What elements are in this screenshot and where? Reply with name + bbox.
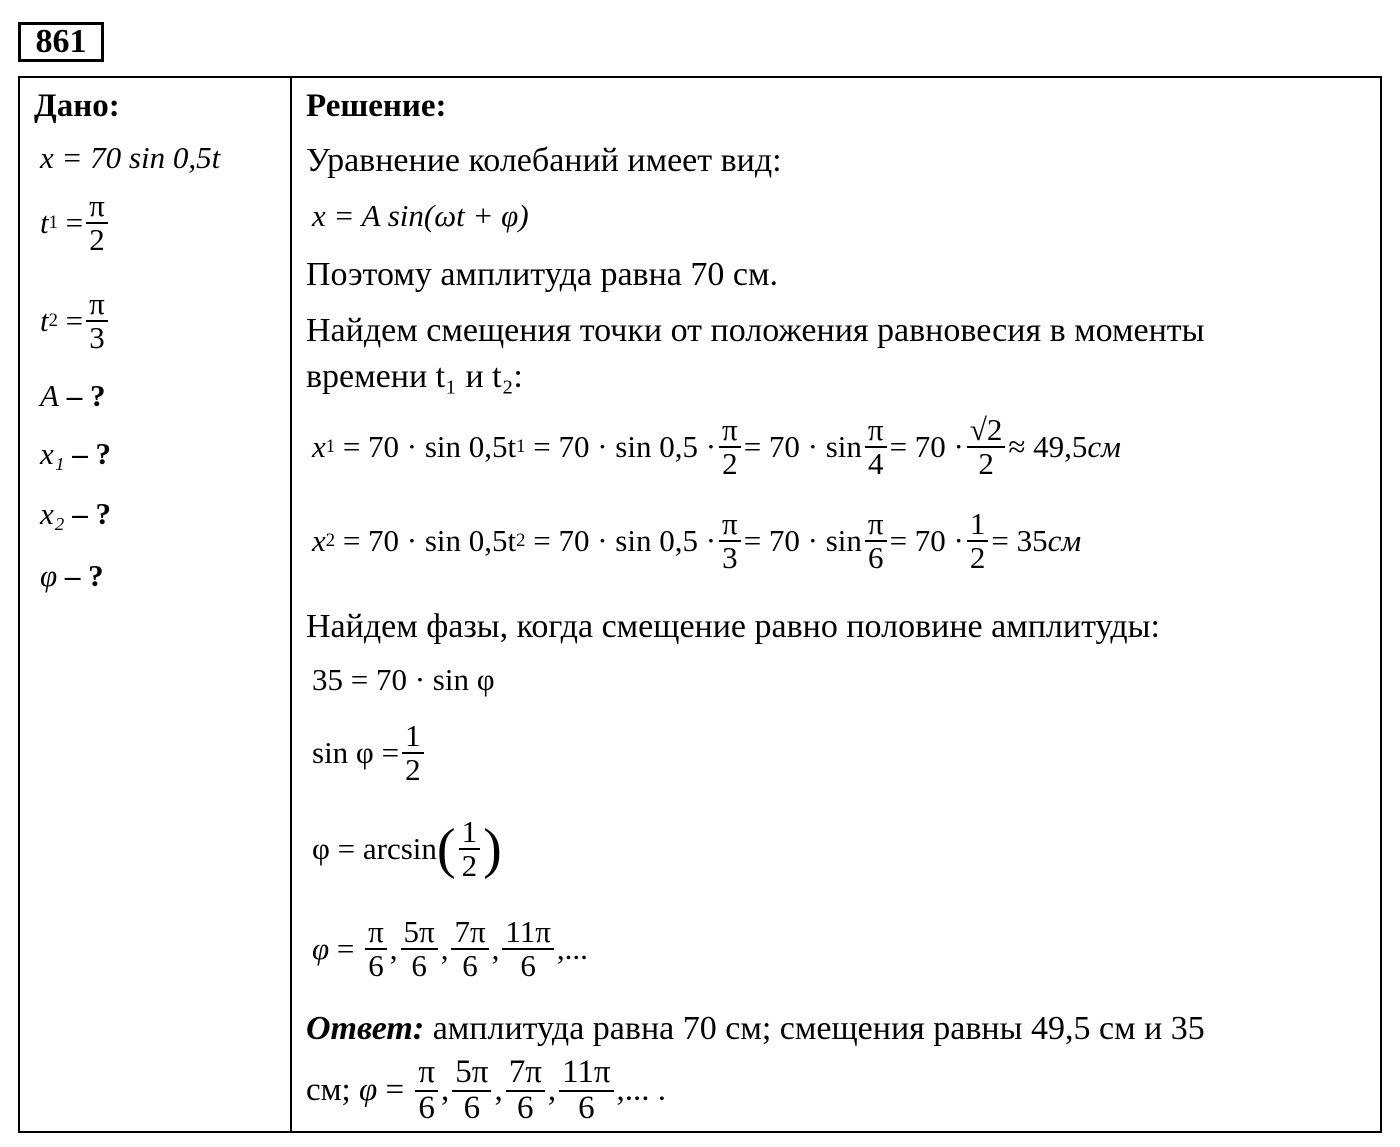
x1-f1-num: π [719,414,741,448]
given-equation [40,140,220,176]
unknown-mark: – ? [72,496,112,531]
t1-sub: 1 [48,211,58,233]
x1-frac-1 [719,414,741,479]
unknown-phi [40,558,104,594]
phase-3-num: 7π [451,916,488,950]
x2-f2-den: 6 [868,539,884,575]
phases-equation: φ = $\frac{\pi}{6}$ , $\frac{5\pi}{6}$ , $\frac{7\pi}{6}$ , $\frac{11\pi}{6}$ ,... [312,914,588,983]
unknown-mark: – ? [64,558,104,593]
unknown-mark: – ? [66,378,106,413]
t2-num: π [86,288,108,322]
t2-symbol: t [40,302,49,338]
t2-fraction [86,288,108,353]
answer-text: амплитуда равна 70 см; смещения равны 49,5 см и 35 [432,1010,1205,1047]
given-t1: t 1 = $\frac{\pi}{2}$ [40,190,111,255]
x1-part-3: = 70 · sin [743,428,862,464]
x2-f1-den: 3 [722,539,738,575]
answer-phase-2 [452,1056,491,1125]
unknown-mark: – ? [72,436,112,471]
answer-phase-3-den: 6 [517,1089,534,1126]
sin-phi-fraction [402,720,424,785]
answer-phase-3-num: 7π [506,1056,545,1092]
right-paren: ) [483,817,502,880]
arcsin-half-den: 2 [461,847,478,883]
solution-line-1: Уравнение колебаний имеет вид: [306,142,782,179]
unknown-A-symbol: A [40,378,59,413]
answer-text-2: см; [306,1072,351,1109]
phase-2 [401,916,438,981]
x2-sub: 2 [325,529,336,551]
x1-f1-den: 2 [722,445,738,481]
unknown-x1-symbol: x₁ [40,436,65,471]
arcsin-fraction [459,816,481,881]
unknown-x1 [40,436,111,472]
eq-arcsin-text: φ = arcsin [312,830,437,866]
solution-table [18,76,1382,1133]
x2-part-3: = 70 · sin [743,522,862,558]
x1-f3-den: 2 [978,445,994,481]
x2-unit: см [1047,522,1082,558]
eq-arcsin [312,816,502,881]
given-heading: Дано: [34,88,120,124]
phase-4-den: 6 [520,947,536,983]
x1-frac-2 [865,414,887,479]
solution-heading: Решение: [306,88,447,124]
t1-symbol: t [40,204,49,240]
x2-frac-1 [719,508,741,573]
answer-phase-2-num: 5π [452,1056,491,1092]
sin-half-den: 2 [405,751,421,787]
t2-sub: 2 [48,309,58,331]
solution-line-4: Найдем фазы, когда смещение равно половине амплитуды: [306,608,1160,645]
eq-35 [312,662,495,698]
x1-t-sub: 1 [516,435,526,457]
x1-part-1: = 70 · sin 0,5t [342,428,517,464]
x2-part-2: = 70 · sin 0,5 · [533,522,717,558]
answer-line-1 [306,1010,1205,1048]
phase-2-num: 5π [401,916,438,950]
unknown-x2 [40,496,111,532]
eq-sin-phi [312,720,427,785]
solution-line-3a: Найдем смещения точки от положения равновесия в моменты [306,312,1205,349]
arcsin-half-num: 1 [459,816,481,850]
x1-part-5: ≈ 49,5 [1008,428,1088,464]
x1-f2-den: 4 [868,445,884,481]
x2-part-1: = 70 · sin 0,5t [342,522,517,558]
answer-label: Ответ: [306,1010,425,1047]
x2-symbol: x [312,522,326,558]
t2-den: 3 [89,319,105,355]
x2-f3-num: 1 [967,508,989,542]
answer-phase-1-num: π [415,1056,438,1092]
x2-equation [312,508,1081,573]
x2-f1-num: π [719,508,741,542]
x2-part-5: = 35 [991,522,1048,558]
t1-num: π [86,190,108,224]
unknown-phi-symbol: φ [40,558,58,593]
x1-unit: см [1087,428,1121,464]
given-t2: t 2 = $\frac{\pi}{3}$ [40,288,111,353]
answer-phase-3 [506,1056,545,1125]
unknown-x2-symbol: x₂ [40,496,65,531]
phi-symbol: φ [312,930,330,966]
given-eq-text: x = 70 sin 0,5t [40,140,221,175]
x2-part-4: = 70 · [889,522,964,558]
general-equation [312,198,529,234]
unknown-A [40,378,105,414]
answer-phase-4 [559,1056,613,1125]
solution-line-2: Поэтому амплитуда равна 70 см. [306,256,778,293]
answer-phase-1 [415,1056,438,1125]
problem-number: 861 [18,22,104,62]
sin-half-num: 1 [402,720,424,754]
eq-sin-text: sin φ = [312,734,400,770]
x1-f3-num: √2 [967,414,1006,448]
eq-35-text: 35 = 70 · sin φ [312,662,495,697]
t1-den: 2 [89,221,105,257]
phase-4-num: 11π [502,916,554,950]
x1-symbol: x [312,428,326,464]
general-eq-text: x = A sin(ωt + φ) [312,198,529,233]
x2-frac-3 [967,508,989,573]
t1-fraction [86,190,108,255]
phase-4 [502,916,554,981]
x2-t-sub: 2 [516,529,526,551]
x1-part-2: = 70 · sin 0,5 · [533,428,717,464]
x2-f2-num: π [865,508,887,542]
x2-f3-den: 2 [969,539,986,575]
answer-line-2: см; φ = $\frac{\pi}{6}$ , $\frac{5\pi}{6}$ , $\frac{7\pi}{6}$ , $\frac{11\pi}{6}$ ,... . [306,1054,667,1126]
x1-f2-num: π [865,414,887,448]
solution-line-3b: времени t₁ и t₂: [306,358,523,395]
x2-frac-2 [865,508,887,573]
column-divider [290,78,292,1131]
answer-phase-2-den: 6 [463,1089,481,1126]
left-paren: ( [436,817,456,880]
answer-phase-4-num: 11π [559,1056,613,1092]
phase-3 [451,916,488,981]
x1-equation [312,414,1121,479]
x1-sub: 1 [325,435,336,457]
phase-1 [365,916,387,981]
phase-1-num: π [365,916,387,950]
phase-1-den: 6 [368,947,384,983]
answer-phase-4-den: 6 [578,1089,595,1126]
x1-part-4: = 70 · [889,428,964,464]
phase-2-den: 6 [411,947,427,983]
x1-frac-3 [967,414,1006,479]
phase-3-den: 6 [462,947,478,983]
answer-phi-symbol: φ [358,1072,378,1109]
answer-phase-1-den: 6 [418,1089,435,1126]
